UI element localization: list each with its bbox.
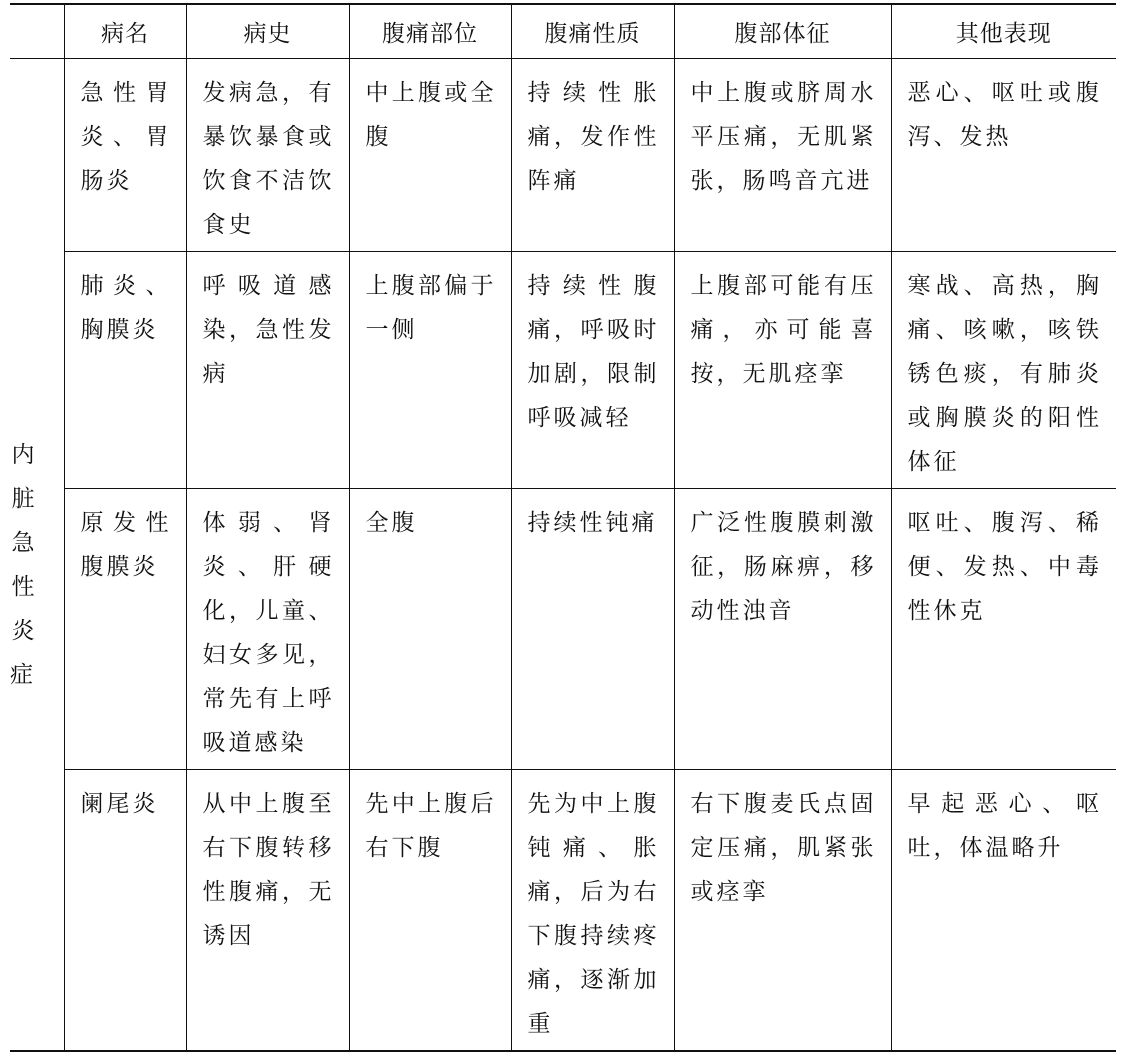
cell-pain-nature: 持续性腹痛，呼吸时加剧，限制呼吸减轻 <box>511 252 674 489</box>
cell-pain-nature: 持续性钝痛 <box>511 489 674 770</box>
cell-history: 从中上腹至右下腹转移性腹痛，无诱因 <box>186 770 349 1052</box>
cell-disease-name: 阑尾炎 <box>64 770 186 1052</box>
cell-history: 发病急，有暴饮暴食或饮食不洁饮食史 <box>186 59 349 252</box>
cell-other-manifestations: 早起恶心、呕吐，体温略升 <box>891 770 1116 1052</box>
header-category <box>10 4 64 59</box>
header-row <box>10 4 1116 59</box>
cell-abdominal-signs: 上腹部可能有压痛，亦可能喜按，无肌痉挛 <box>674 252 891 489</box>
cell-disease-name: 肺炎、胸膜炎 <box>64 252 186 489</box>
cell-abdominal-signs: 右下腹麦氏点固定压痛，肌紧张或痉挛 <box>674 770 891 1052</box>
header-abdominal-signs: 腹部体征 <box>674 4 891 59</box>
cell-other-manifestations: 呕吐、腹泻、稀便、发热、中毒性休克 <box>891 489 1116 770</box>
cell-pain-location: 上腹部偏于一侧 <box>349 252 511 489</box>
header-pain-nature: 腹痛性质 <box>511 4 674 59</box>
cell-other-manifestations: 恶心、呕吐或腹泻、发热 <box>891 59 1116 252</box>
cell-pain-nature: 先为中上腹钝痛、胀痛，后为右下腹持续疼痛，逐渐加重 <box>511 770 674 1052</box>
cell-pain-nature: 持续性胀痛，发作性阵痛 <box>511 59 674 252</box>
category-label: 内脏急性炎症 <box>10 441 35 688</box>
cell-disease-name: 原发性腹膜炎 <box>64 489 186 770</box>
cell-abdominal-signs: 中上腹或脐周水平压痛，无肌紧张，肠鸣音亢进 <box>674 59 891 252</box>
table-row <box>10 489 1116 770</box>
table-row <box>10 252 1116 489</box>
cell-history: 呼吸道感染，急性发病 <box>186 252 349 489</box>
cell-pain-location: 全腹 <box>349 489 511 770</box>
table-row <box>10 59 1116 252</box>
cell-other-manifestations: 寒战、高热，胸痛、咳嗽，咳铁锈色痰，有肺炎或胸膜炎的阳性体征 <box>891 252 1116 489</box>
cell-pain-location: 先中上腹后右下腹 <box>349 770 511 1052</box>
cell-disease-name: 急性胃炎、胃肠炎 <box>64 59 186 252</box>
header-history: 病史 <box>186 4 349 59</box>
category-cell <box>10 59 64 1052</box>
cell-abdominal-signs: 广泛性腹膜刺激征，肠麻痹，移动性浊音 <box>674 489 891 770</box>
table-row <box>10 770 1116 1052</box>
abdominal-pain-differential-table <box>10 3 1116 1052</box>
header-other-manifestations: 其他表现 <box>891 4 1116 59</box>
cell-history: 体弱、肾炎、肝硬化，儿童、妇女多见，常先有上呼吸道感染 <box>186 489 349 770</box>
header-pain-location: 腹痛部位 <box>349 4 511 59</box>
cell-pain-location: 中上腹或全腹 <box>349 59 511 252</box>
header-disease-name: 病名 <box>64 4 186 59</box>
